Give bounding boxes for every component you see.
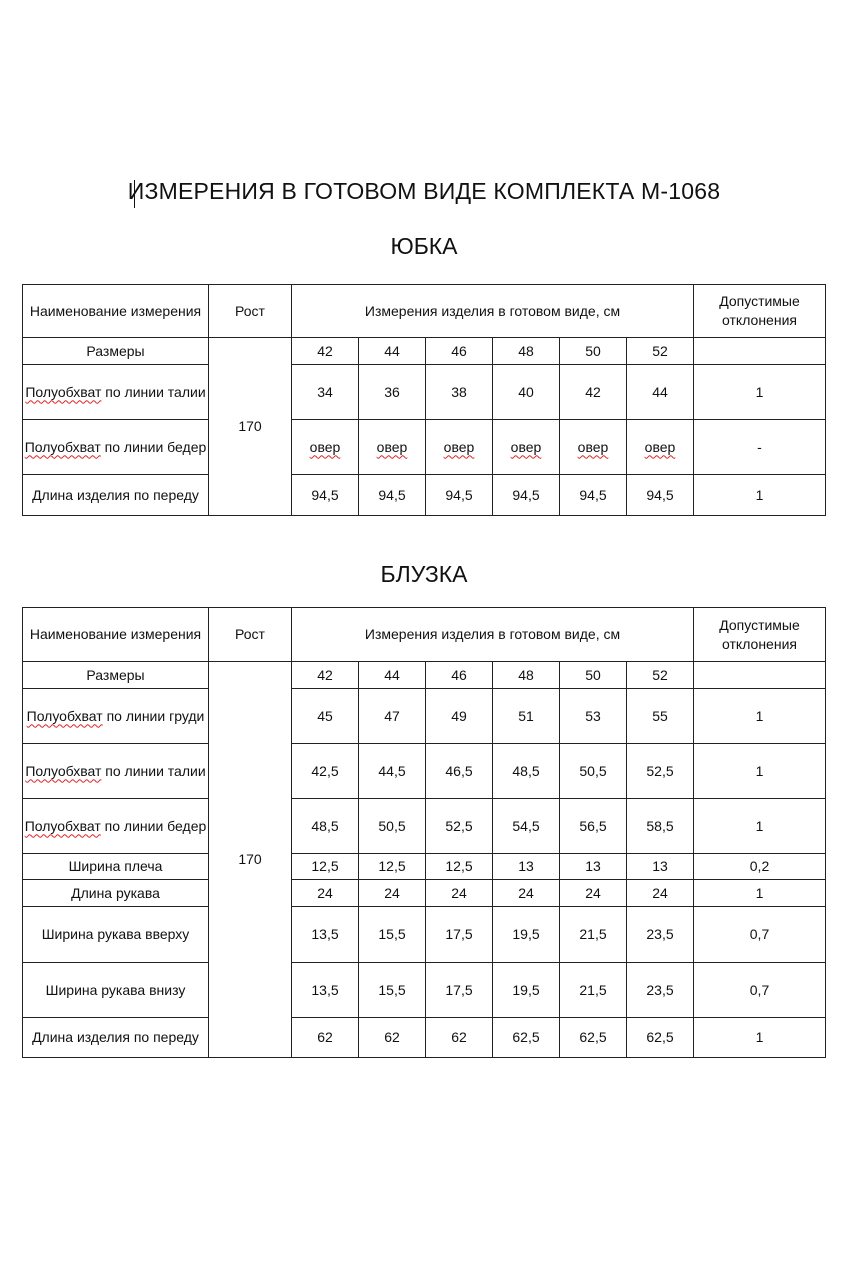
value-cell: 24 — [560, 880, 627, 907]
skirt-table — [22, 284, 826, 516]
table-row — [23, 963, 826, 1018]
value-cell: 19,5 — [493, 907, 560, 963]
value-cell: 62,5 — [493, 1018, 560, 1058]
row-name: Полуобхват по линии талии — [23, 744, 209, 799]
value-cell: 94,5 — [560, 475, 627, 516]
size-cell: 44 — [359, 662, 426, 689]
table-row — [23, 475, 826, 516]
size-cell: 42 — [292, 662, 359, 689]
value-cell: 58,5 — [627, 799, 694, 854]
value-cell: 23,5 — [627, 907, 694, 963]
header-name: Наименование измерения — [23, 285, 209, 338]
table-row — [23, 907, 826, 963]
value-cell: овер — [560, 420, 627, 475]
value-cell: 51 — [493, 689, 560, 744]
page-title: ИЗМЕРЕНИЯ В ГОТОВОМ ВИДЕ КОМПЛЕКТА М-1068 — [127, 178, 721, 204]
value-cell: 50,5 — [359, 799, 426, 854]
value-cell: 24 — [627, 880, 694, 907]
value-cell: 12,5 — [359, 854, 426, 880]
tolerance-cell: 1 — [694, 689, 826, 744]
value-cell: овер — [359, 420, 426, 475]
sizes-label: Размеры — [23, 338, 209, 365]
tolerance-cell: 1 — [694, 365, 826, 420]
value-cell: овер — [627, 420, 694, 475]
value-cell: 48,5 — [493, 744, 560, 799]
blouse-section-title: БЛУЗКА — [380, 561, 468, 587]
size-cell: 48 — [493, 338, 560, 365]
header-measurements: Измерения изделия в готовом виде, см — [292, 608, 694, 662]
tolerance-cell: 0,2 — [694, 854, 826, 880]
value-cell: 13,5 — [292, 907, 359, 963]
value-cell: овер — [493, 420, 560, 475]
value-cell: 13 — [493, 854, 560, 880]
blouse-sizes-row — [23, 662, 826, 689]
value-cell: 24 — [426, 880, 493, 907]
header-tolerance: Допустимые отклонения — [694, 608, 826, 662]
value-cell: 46,5 — [426, 744, 493, 799]
value-cell: 17,5 — [426, 907, 493, 963]
row-name: Полуобхват по линии груди — [23, 689, 209, 744]
value-cell: 47 — [359, 689, 426, 744]
value-cell: 12,5 — [426, 854, 493, 880]
empty-cell — [694, 662, 826, 689]
blouse-rost-value: 170 — [209, 662, 292, 1058]
table-row — [23, 1018, 826, 1058]
value-cell: 13,5 — [292, 963, 359, 1018]
value-cell: 62,5 — [560, 1018, 627, 1058]
skirt-header-row — [23, 285, 826, 338]
table-row — [23, 744, 826, 799]
tolerance-cell: 1 — [694, 1018, 826, 1058]
tolerance-cell: 1 — [694, 799, 826, 854]
header-rost: Рост — [209, 285, 292, 338]
value-cell: 62 — [359, 1018, 426, 1058]
size-cell: 44 — [359, 338, 426, 365]
value-cell: 94,5 — [359, 475, 426, 516]
value-cell: 21,5 — [560, 907, 627, 963]
table-row — [23, 689, 826, 744]
blouse-table — [22, 607, 826, 1058]
value-cell: 94,5 — [292, 475, 359, 516]
row-name: Длина изделия по переду — [23, 475, 209, 516]
value-cell: 42,5 — [292, 744, 359, 799]
table-row — [23, 420, 826, 475]
header-rost: Рост — [209, 608, 292, 662]
value-cell: 12,5 — [292, 854, 359, 880]
row-name: Полуобхват по линии бедер — [23, 420, 209, 475]
value-cell: 24 — [493, 880, 560, 907]
size-cell: 52 — [627, 662, 694, 689]
value-cell: 24 — [359, 880, 426, 907]
value-cell: 44,5 — [359, 744, 426, 799]
value-cell: 24 — [292, 880, 359, 907]
size-cell: 46 — [426, 662, 493, 689]
value-cell: 34 — [292, 365, 359, 420]
value-cell: 94,5 — [493, 475, 560, 516]
value-cell: 49 — [426, 689, 493, 744]
value-cell: 50,5 — [560, 744, 627, 799]
size-cell: 46 — [426, 338, 493, 365]
value-cell: 94,5 — [426, 475, 493, 516]
empty-cell — [694, 338, 826, 365]
header-measurements: Измерения изделия в готовом виде, см — [292, 285, 694, 338]
row-name: Ширина рукава внизу — [23, 963, 209, 1018]
value-cell: 15,5 — [359, 963, 426, 1018]
tolerance-cell: 1 — [694, 880, 826, 907]
value-cell: овер — [292, 420, 359, 475]
value-cell: 36 — [359, 365, 426, 420]
header-tolerance: Допустимые отклонения — [694, 285, 826, 338]
value-cell: 15,5 — [359, 907, 426, 963]
value-cell: 21,5 — [560, 963, 627, 1018]
tolerance-cell: 1 — [694, 475, 826, 516]
value-cell: 42 — [560, 365, 627, 420]
row-name: Длина рукава — [23, 880, 209, 907]
row-name: Ширина рукава вверху — [23, 907, 209, 963]
size-cell: 48 — [493, 662, 560, 689]
value-cell: 13 — [560, 854, 627, 880]
table-row — [23, 365, 826, 420]
row-name: Длина изделия по переду — [23, 1018, 209, 1058]
value-cell: 44 — [627, 365, 694, 420]
tolerance-cell: 0,7 — [694, 907, 826, 963]
value-cell: 56,5 — [560, 799, 627, 854]
size-cell: 42 — [292, 338, 359, 365]
value-cell: 17,5 — [426, 963, 493, 1018]
value-cell: 54,5 — [493, 799, 560, 854]
tolerance-cell: - — [694, 420, 826, 475]
row-name: Ширина плеча — [23, 854, 209, 880]
value-cell: 62 — [292, 1018, 359, 1058]
table-row — [23, 799, 826, 854]
row-name: Полуобхват по линии бедер — [23, 799, 209, 854]
value-cell: 94,5 — [627, 475, 694, 516]
value-cell: 45 — [292, 689, 359, 744]
skirt-sizes-row — [23, 338, 826, 365]
value-cell: 53 — [560, 689, 627, 744]
value-cell: 62,5 — [627, 1018, 694, 1058]
sizes-label: Размеры — [23, 662, 209, 689]
value-cell: 40 — [493, 365, 560, 420]
tolerance-cell: 1 — [694, 744, 826, 799]
size-cell: 52 — [627, 338, 694, 365]
tolerance-cell: 0,7 — [694, 963, 826, 1018]
table-row — [23, 880, 826, 907]
size-cell: 50 — [560, 338, 627, 365]
value-cell: 52,5 — [426, 799, 493, 854]
value-cell: 55 — [627, 689, 694, 744]
header-name: Наименование измерения — [23, 608, 209, 662]
row-name: Полуобхват по линии талии — [23, 365, 209, 420]
value-cell: 23,5 — [627, 963, 694, 1018]
value-cell: 38 — [426, 365, 493, 420]
value-cell: 52,5 — [627, 744, 694, 799]
value-cell: 19,5 — [493, 963, 560, 1018]
value-cell: 48,5 — [292, 799, 359, 854]
skirt-rost-value: 170 — [209, 338, 292, 516]
table-row — [23, 854, 826, 880]
value-cell: овер — [426, 420, 493, 475]
blouse-header-row — [23, 608, 826, 662]
value-cell: 13 — [627, 854, 694, 880]
size-cell: 50 — [560, 662, 627, 689]
skirt-section-title: ЮБКА — [390, 233, 458, 259]
value-cell: 62 — [426, 1018, 493, 1058]
